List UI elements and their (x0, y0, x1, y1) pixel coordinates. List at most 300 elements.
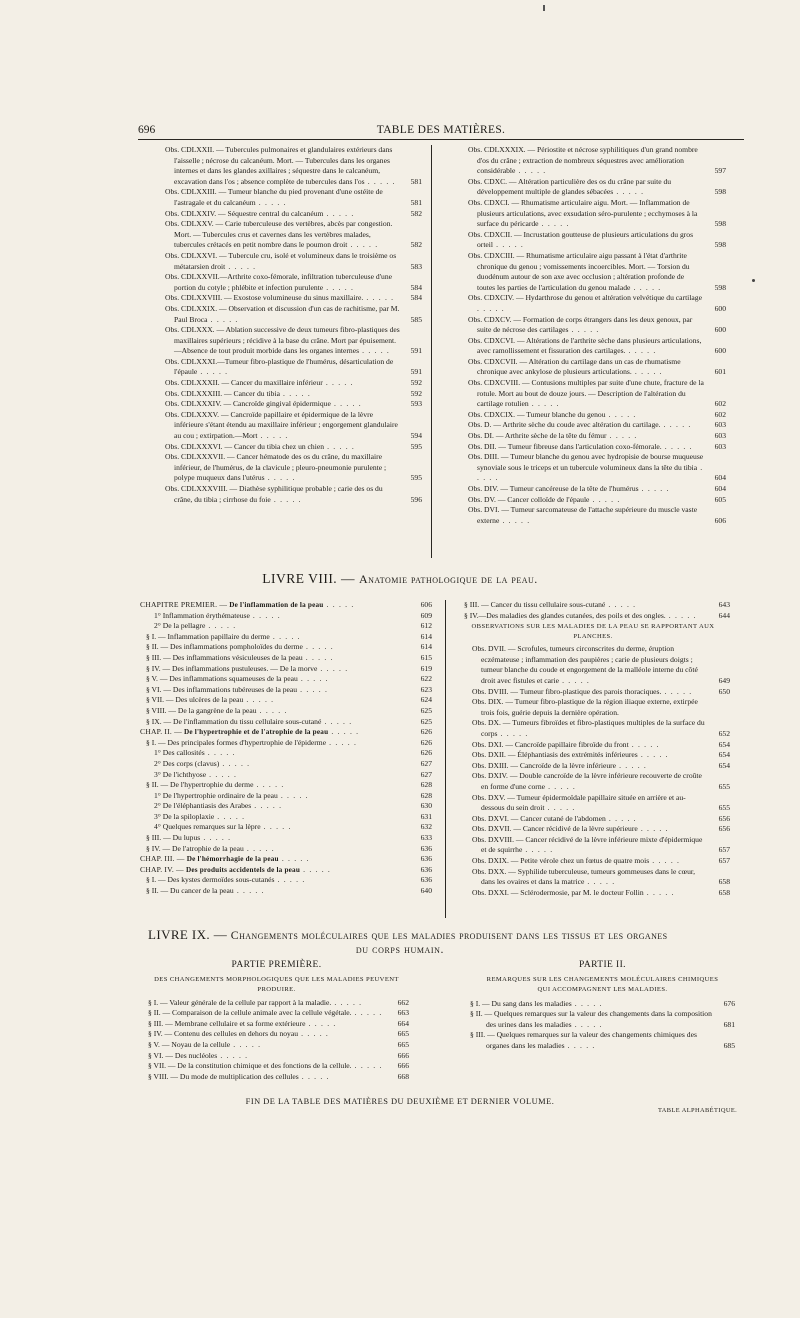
leader-dots: . . . . . (279, 388, 311, 398)
toc-entry (148, 1061, 409, 1072)
toc-entry (165, 442, 422, 453)
entry-text: § II. — Des inflammations pompholoïdes du derme (146, 642, 303, 652)
leader-dots: . . . . . (630, 282, 662, 292)
leader-dots: . . . . . (625, 346, 657, 356)
leader-dots: . . . . . (225, 261, 257, 271)
partie-deux-heading: PARTIE II. (579, 960, 626, 970)
leader-dots: . . . . . (249, 610, 281, 620)
leader-dots: . . . . . (538, 219, 570, 229)
leader-dots: . . . . . (197, 367, 229, 377)
leader-dots: . . . . . (637, 750, 669, 760)
entry-text: 3° De l'ichthyose (154, 769, 207, 779)
entry-text: Obs. DXIX. — Petite vérole chez un fœtus de quatre mois (472, 856, 650, 866)
column-divider (431, 145, 432, 558)
leader-dots: . . . . . (616, 760, 647, 770)
page-ref: 666 (397, 1050, 409, 1060)
toc-entry (154, 748, 432, 759)
leader-dots: . . . . . (571, 998, 603, 1008)
chapter-number: CHAP. III. — (140, 854, 187, 864)
toc-entry (146, 886, 432, 897)
chapter-title: De l'inflammation de la peau (229, 601, 324, 609)
toc-entry (468, 336, 726, 357)
toc-entry (165, 389, 422, 400)
leader-dots: . . . . . (649, 856, 681, 866)
page-ref: 657 (718, 845, 730, 855)
entry-text: § VIII. — De la gangrène de la peau (146, 705, 257, 715)
entry-text: Obs. DIV. — Tumeur cancéreuse de la tête de l'humérus (468, 484, 639, 493)
toc-entry (154, 759, 432, 770)
entry-text: Obs. CDLXXXVI. — Cancer du tibia chez un chien (165, 441, 325, 451)
page-ref: 597 (714, 166, 726, 176)
entry-text: Obs. CDLXXVIII. — Exostose volumineuse du sinus maxillaire. (165, 293, 364, 303)
toc-entry (165, 378, 422, 389)
toc-entry (165, 325, 422, 357)
entry-text: Obs. DII. — Tumeur fibreuse dans l'articulation coxo-fémorale. (468, 441, 662, 451)
livre-viii-number: LIVRE VIII. — (262, 571, 359, 586)
page-ref: 626 (420, 727, 432, 737)
leader-dots: . . . . . (331, 997, 363, 1007)
entry-text: Obs. DXX. — Syphilide tuberculeuse, tumeurs gommeuses dans le cœur, dans les ovaires et dans la matrice (472, 866, 696, 887)
toc-entry (470, 999, 735, 1010)
chapter-number: CHAP. II. — (140, 727, 184, 737)
partie-premiere (144, 960, 409, 1082)
page-ref: 685 (723, 1040, 735, 1050)
page-ref: 604 (714, 473, 726, 483)
toc-entry (140, 865, 432, 876)
toc-entry (472, 644, 730, 686)
leader-dots: . . . . . (326, 737, 358, 747)
page-ref: 625 (420, 716, 432, 726)
leader-dots: . . . . . (347, 240, 379, 250)
leader-dots: . . . . . (559, 675, 590, 685)
entry-text: Obs. CDXCIV. — Hydarthrose du genou et altération velvétique du cartilage (468, 293, 702, 303)
page-ref: 598 (714, 282, 726, 292)
leader-dots: . . . . . (605, 409, 637, 419)
leader-dots: . . . . . (297, 684, 329, 694)
entry-text: § VI. — Des inflammations tubéreuses de la peau (146, 684, 298, 694)
entry-text: Obs. CDXC. — Altération particulière des os du crâne par suite du développement multiple de glandes sébacées (468, 176, 672, 197)
chapter-number: CHAPITRE PREMIER. — (140, 600, 230, 609)
entry-text: 1° De l'hypertrophie ordinaire de la peau (154, 790, 278, 800)
entry-text: Obs. DXII. — Éléphantiasis des extrémités inférieures (472, 750, 638, 760)
page-ref: 640 (420, 886, 432, 896)
leader-dots: . . . . . (665, 610, 697, 620)
page-ref: 600 (714, 346, 726, 356)
entry-text: Obs. CDLXXIII. — Tumeur blanche du pied provenant d'une ostéite de l'astragale et du calcanéum (165, 187, 383, 207)
toc-entry (165, 484, 422, 505)
page-ref: 627 (420, 769, 432, 779)
toc-entry (472, 814, 730, 825)
page-ref: 656 (718, 824, 730, 834)
page-ref: 596 (410, 494, 422, 504)
leader-dots: . . . . . (204, 748, 236, 758)
page-ref: 627 (420, 758, 432, 768)
page-ref: 603 (714, 431, 726, 441)
leader-dots: . . . . . (270, 494, 302, 504)
toc-entry (140, 600, 432, 611)
page-ref: 636 (420, 864, 432, 874)
page-ref: 655 (718, 781, 730, 791)
leader-dots: . . . . . (251, 801, 283, 811)
entry-text: Obs. CDLXXXI.—Tumeur fibro-plastique de l'humérus, désarticulation de l'épaule (165, 356, 394, 377)
toc-entry (146, 780, 432, 791)
toc-entry (146, 653, 432, 664)
entry-text: Obs. CDLXXXIII. — Cancer du tibia (165, 388, 280, 398)
entry-text: § III. — Cancer du tissu cellulaire sous-cutané (464, 600, 606, 609)
toc-entry (468, 410, 726, 421)
entry-text: Obs. DVI. — Tumeur sarcomateuse de l'attache supérieure du muscle vaste externe (468, 505, 698, 525)
toc-entry (472, 867, 730, 888)
leader-dots: . . . . . (322, 378, 354, 388)
page-ref: 584 (410, 293, 422, 303)
leader-dots: . . . . . (631, 367, 663, 377)
page-ref: 662 (397, 997, 409, 1007)
leader-dots: . . . . . (219, 758, 251, 768)
entry-text: § I. — Inflammation papillaire du derme (146, 631, 270, 641)
entry-text: Obs. CDXCIII. — Rhumatisme articulaire aigu passant à l'état d'arthrite chronique du genou ; vomissements incoercibles. Mort. — Torsion du duodénum autour de son axe avec occlusion ; altération profonde de toutes les parties de l'articulation du genou malade (468, 250, 690, 292)
toc-entry (472, 824, 730, 835)
leader-dots: . . . . . (243, 843, 275, 853)
toc-entry (165, 209, 422, 220)
toc-entry (472, 771, 730, 792)
page-ref: 594 (410, 431, 422, 441)
page-ref: 581 (410, 176, 422, 186)
entry-text: § VI. — Des nucléoles (148, 1050, 218, 1060)
toc-entry (146, 844, 432, 855)
page-ref: 606 (420, 600, 432, 609)
partie-deux-subheading-1: REMARQUES SUR LES CHANGEMENTS MOLÉCULAIRES CHIMIQUES (486, 975, 719, 983)
leader-dots: . . . . . (515, 166, 547, 176)
toc-entry (165, 219, 422, 251)
entry-text: § II. — Quelques remarques sur la valeur des changements dans la composition des urines dans les maladies (470, 1009, 712, 1029)
toc-entry (472, 687, 730, 698)
toc-entry (146, 632, 432, 643)
leader-dots: . . . . . (637, 824, 669, 834)
toc-entry (468, 495, 726, 506)
page-ref: 624 (420, 695, 432, 705)
page-ref: 654 (718, 760, 730, 770)
chapter-title: De l'hypertrophie et de l'atrophie de la peau (183, 728, 329, 737)
livre-viii-title: Anatomie pathologique de la peau. (358, 572, 538, 586)
toc-entry (468, 420, 726, 431)
toc-entry (148, 1072, 409, 1083)
entry-text: Obs. DV. — Cancer colloïde de l'épaule (468, 494, 590, 504)
page-ref: 591 (410, 367, 422, 377)
skin-chapters-column (140, 600, 432, 897)
page-ref: 581 (410, 197, 422, 207)
leader-dots: . . . . . (200, 833, 232, 843)
page-ref: 654 (718, 739, 730, 749)
leader-dots: . . . . . (661, 441, 693, 451)
skin-observations-column (456, 600, 730, 898)
leader-dots: . . . . . (323, 600, 355, 609)
leader-dots: . . . . . (260, 822, 292, 832)
livre-ix-title-line2: du corps humain. (355, 942, 445, 956)
page-ref: 614 (420, 642, 432, 652)
entry-text: § IV. — De l'atrophie de la peau (146, 843, 244, 853)
partie-premiere-heading: PARTIE PREMIÈRE. (231, 960, 322, 970)
toc-entry (146, 717, 432, 728)
entry-text: Obs. DI. — Arthrite sèche de la tête du fémur (468, 431, 607, 441)
entry-text: Obs. CDLXXVI. — Tubercule cru, isolé et volumineux dans le troisième os métatarsien droit (165, 250, 397, 271)
page-ref: 584 (410, 282, 422, 292)
toc-entry (468, 378, 726, 410)
leader-dots: . . . . . (328, 727, 360, 737)
toc-entry (472, 761, 730, 772)
page-header (138, 124, 744, 140)
page-ref: 602 (714, 399, 726, 409)
page-ref: 650 (718, 686, 730, 696)
running-title: TABLE DES MATIÈRES. (376, 124, 506, 136)
page-ref: 668 (397, 1071, 409, 1081)
entry-text: Obs. DXV. — Tumeur épidermoïdale papillaire située en arrière et au-dessous du sein droit (472, 792, 686, 813)
toc-entry (140, 727, 432, 738)
page-ref: 592 (410, 378, 422, 388)
leader-dots: . . . . . (298, 1029, 330, 1039)
leader-dots: . . . . . (571, 1019, 603, 1029)
leader-dots: . . . . . (351, 1061, 383, 1071)
page-ref: 636 (420, 875, 432, 885)
entry-text: Obs. DXVIII. — Cancer récidivé de la lèvre inférieure mixte d'épidermique et de squirrhe (472, 834, 703, 855)
leader-dots: . . . . . (545, 781, 576, 791)
partie-deux-subheading-2: QUI ACCOMPAGNENT LES MALADIES. (537, 985, 668, 993)
leader-dots: . . . . . (363, 293, 395, 303)
toc-entry (165, 304, 422, 325)
toc-entry (470, 1030, 735, 1051)
page-ref: 664 (397, 1018, 409, 1028)
leader-dots: . . . . . (544, 803, 576, 813)
toc-entry (154, 801, 432, 812)
entry-text: 1° Inflammation érythémateuse (154, 610, 250, 620)
toc-entry (464, 611, 730, 622)
page-ref: 649 (718, 675, 730, 685)
observations-heading: OBSERVATIONS SUR LES MALADIES DE LA PEAU SE RAPPORTANT AUX PLANCHES. (471, 623, 715, 641)
entry-text: 2° De la pellagre (154, 621, 206, 631)
leader-dots: . . . . . (323, 208, 355, 218)
leader-dots: . . . . . (243, 695, 275, 705)
print-mark (543, 5, 545, 11)
toc-entry (154, 611, 432, 622)
toc-entry (468, 198, 726, 230)
toc-entry (472, 856, 730, 867)
toc-entry (468, 230, 726, 251)
toc-entry (470, 1009, 735, 1030)
page-ref: 600 (714, 303, 726, 313)
entry-text: § I. — Des principales formes d'hypertrophie de l'épiderme (146, 737, 327, 747)
leader-dots: . . . . . (477, 462, 704, 483)
end-of-table-note: FIN DE LA TABLE DES MATIÈRES DU DEUXIÈME ET DERNIER VOLUME. (245, 1097, 555, 1106)
toc-entry (148, 1008, 409, 1019)
page-ref: 603 (714, 441, 726, 451)
leader-dots: . . . . . (317, 663, 349, 673)
leader-dots: . . . . . (321, 716, 353, 726)
page-ref: 601 (714, 367, 726, 377)
entry-text: Obs. CDLXXV. — Carie tuberculeuse des vertèbres, abcès par congestion. Mort. — Tubercules crus et cavernes dans les vertèbres malades, tubercules crétacés en petit nombre dans le poumon droit (165, 219, 393, 250)
entry-text: Obs. DIII. — Tumeur blanche du genou avec hydropisie de bourse muqueuse synoviale sous le triceps et un tubercule volumineux dans la tête du tibia (468, 452, 704, 472)
toc-entry (146, 738, 432, 749)
chapter-title: De l'hémorrhagie de la peau (186, 855, 279, 864)
entry-text: § I. — Valeur générale de la cellule par rapport à la maladie. (148, 997, 332, 1007)
toc-entry (165, 251, 422, 272)
leader-dots: . . . . . (253, 780, 285, 790)
leader-dots: . . . . . (206, 769, 238, 779)
leader-dots: . . . . . (605, 813, 637, 823)
partie-deux (470, 960, 735, 1052)
leader-dots: . . . . . (643, 887, 675, 897)
leader-dots: . . . . . (305, 1018, 337, 1028)
page-ref: 630 (420, 801, 432, 811)
leader-dots: . . . . . (499, 515, 531, 525)
toc-entry (472, 750, 730, 761)
toc-entry (468, 315, 726, 336)
entry-text: § II. — De l'hypertrophie du derme (146, 780, 254, 790)
toc-entry (165, 145, 422, 187)
page-ref: 652 (718, 728, 730, 738)
page-ref: 631 (420, 811, 432, 821)
entry-text: Obs. DXVII. — Cancer récidivé de la lèvre supérieure (472, 824, 638, 834)
toc-entry (468, 452, 726, 484)
page-ref: 636 (420, 843, 432, 853)
page-ref: 619 (420, 663, 432, 673)
leader-dots: . . . . . (660, 420, 692, 430)
entry-text: Obs. CDXCI. — Rhumatisme articulaire aigu. Mort. — Inflammation de plusieurs articulations, avec exsudation séro-purulente ; ecchymoses à la surface du péricarde (468, 197, 698, 229)
leader-dots: . . . . . (359, 346, 391, 356)
entry-text: § III. — Membrane cellulaire et sa forme extérieure (148, 1018, 306, 1028)
leader-dots: . . . . . (217, 1050, 249, 1060)
entry-text: Obs. CDLXXXIX. — Périostite et nécrose syphilitiques d'un grand nombre d'os du crâne ; extraction de nombreux séquestres avec amélioration considérable (468, 145, 698, 176)
toc-entry (472, 740, 730, 751)
page-ref: 600 (714, 325, 726, 335)
toc-entry (148, 1040, 409, 1051)
entry-text: § III. — Des inflammations vésiculeuses de la peau (146, 652, 303, 662)
entry-text: § VII. — De la constitution chimique et des fonctions de la cellule. (148, 1061, 352, 1071)
leader-dots: . . . . . (330, 399, 362, 409)
toc-entry (146, 833, 432, 844)
leader-dots: . . . . . (522, 845, 554, 855)
page-ref: 614 (420, 631, 432, 641)
entry-text: § II. — Comparaison de la cellule animale avec la cellule végétale. (148, 1008, 352, 1018)
entry-text: § III. — Du lupus (146, 833, 201, 843)
toc-entry (472, 697, 730, 718)
page-ref: 665 (397, 1039, 409, 1049)
page-ref: 654 (718, 750, 730, 760)
leader-dots: . . . . . (497, 728, 529, 738)
page-ref: 609 (420, 610, 432, 620)
leader-dots: . . . . . (584, 877, 616, 887)
leader-dots: . . . . . (493, 240, 525, 250)
leader-dots: . . . . . (255, 197, 287, 207)
toc-entry (468, 177, 726, 198)
entry-text: § IV.—Des maladies des glandes cutanées, des poils et des ongles. (464, 610, 666, 620)
livre-ix-heading (0, 927, 800, 958)
toc-entry (468, 442, 726, 453)
toc-entry (146, 664, 432, 675)
toc-entry (165, 187, 422, 208)
page-ref: 595 (410, 473, 422, 483)
leader-dots: . . . . . (278, 854, 310, 864)
livre-ix-title-line1: Changements moléculaires que les maladies produisent dans les tissus et les organes (230, 928, 668, 942)
leader-dots: . . . . . (568, 325, 600, 335)
page-ref: 626 (420, 737, 432, 747)
entry-text: § II. — Du cancer de la peau (146, 886, 234, 896)
entry-text: § V. — Des inflammations squameuses de la peau (146, 674, 298, 684)
chapter-title: Des produits accidentels de la peau (185, 865, 301, 874)
toc-entry (165, 272, 422, 293)
entry-text: § VIII. — Du mode de multiplication des cellules (148, 1071, 299, 1081)
leader-dots: . . . . . (233, 886, 265, 896)
toc-entry (165, 399, 422, 410)
leader-dots: . . . . . (256, 705, 288, 715)
leader-dots: . . . . . (230, 1039, 262, 1049)
page-ref: 612 (420, 621, 432, 631)
leader-dots: . . . . . (298, 1071, 330, 1081)
partie-premiere-subheading: DES CHANGEMENTS MORPHOLOGIQUES QUE LES MALADIES PEUVENT PRODUIRE. (154, 975, 399, 993)
entry-text: § IV. — Des inflammations pustuleuses. — De la morve (146, 663, 318, 673)
toc-entry (146, 674, 432, 685)
entry-text: Obs. CDLXXXVIII. — Diathèse syphilitique probable ; carie des os du crâne, du tibia ; cirrhose du foie (165, 484, 383, 504)
page-ref: 582 (410, 208, 422, 218)
leader-dots: . . . . . (257, 431, 289, 441)
toc-entry (165, 293, 422, 304)
entry-text: Obs. DIX. — Tumeur fibro-plastique de la région iliaque externe, extirpée trois fois, guérie depuis la dernière opération. (472, 697, 698, 717)
toc-entry (146, 695, 432, 706)
toc-entry (468, 357, 726, 378)
header-rule (138, 139, 744, 140)
page-ref: 593 (410, 399, 422, 409)
page-ref: 582 (410, 240, 422, 250)
observations-column-left (165, 145, 422, 505)
toc-entry (472, 835, 730, 856)
toc-entry (146, 642, 432, 653)
toc-entry (146, 706, 432, 717)
page-ref: 632 (420, 822, 432, 832)
column-divider-2 (445, 600, 446, 918)
entry-text: Obs. CDXCIX. — Tumeur blanche du genou (468, 409, 606, 419)
leader-dots: . . . . . (589, 494, 621, 504)
page-ref: 628 (420, 780, 432, 790)
page-ref: 591 (410, 346, 422, 356)
page-ref: 595 (410, 441, 422, 451)
toc-entry (146, 875, 432, 886)
entry-text: Obs. CDXCV. — Formation de corps étrangers dans les deux genoux, par suite de nécrose des cartilages (468, 314, 693, 335)
toc-entry (468, 484, 726, 495)
toc-entry (472, 888, 730, 899)
toc-entry (148, 1019, 409, 1030)
entry-text: Obs. CDLXXII. — Tubercules pulmonaires et glandulaires extérieurs dans l'aisselle ; nécrose du calcanéum. Mort. — Tubercules dans les organes internes et dans les glandes axillaires ; séquestre dans le calcanéum, excavation dans l'os ; absence complète de tubercules dans l'os (165, 145, 393, 186)
entry-text: Obs. CDXCVIII. — Contusions multiples par suite d'une chute, fracture de la rotule. Mort au bout de douze jours. — Description de l'altération du cartilage rotulien (468, 378, 704, 409)
leader-dots: . . . . . (205, 621, 237, 631)
entry-text: § I. — Des kystes dermoïdes sous-cutanés (146, 875, 275, 885)
page-ref: 665 (397, 1029, 409, 1039)
page-ref: 623 (420, 684, 432, 694)
page-ref: 626 (420, 748, 432, 758)
toc-entry (165, 452, 422, 484)
entry-text: Obs. D. — Arthrite sèche du coude avec altération du cartilage. (468, 420, 661, 430)
leader-dots: . . . . . (302, 652, 334, 662)
leader-dots: . . . . . (297, 674, 329, 684)
page-ref: 605 (714, 494, 726, 504)
observations-column-right (468, 145, 726, 526)
leader-dots: . . . . . (638, 484, 670, 493)
page-ref: 622 (420, 674, 432, 684)
page-ref: 598 (714, 219, 726, 229)
toc-entry (468, 251, 726, 293)
leader-dots: . . . . . (605, 600, 637, 609)
page-ref: 603 (714, 420, 726, 430)
entry-text: Obs. CDXCVI. — Altérations de l'arthrite sèche dans plusieurs articulations, avec ramollissement et fissuration des cartilages. (468, 335, 702, 356)
leader-dots: . . . . . (269, 631, 301, 641)
page-ref: 643 (718, 600, 730, 609)
